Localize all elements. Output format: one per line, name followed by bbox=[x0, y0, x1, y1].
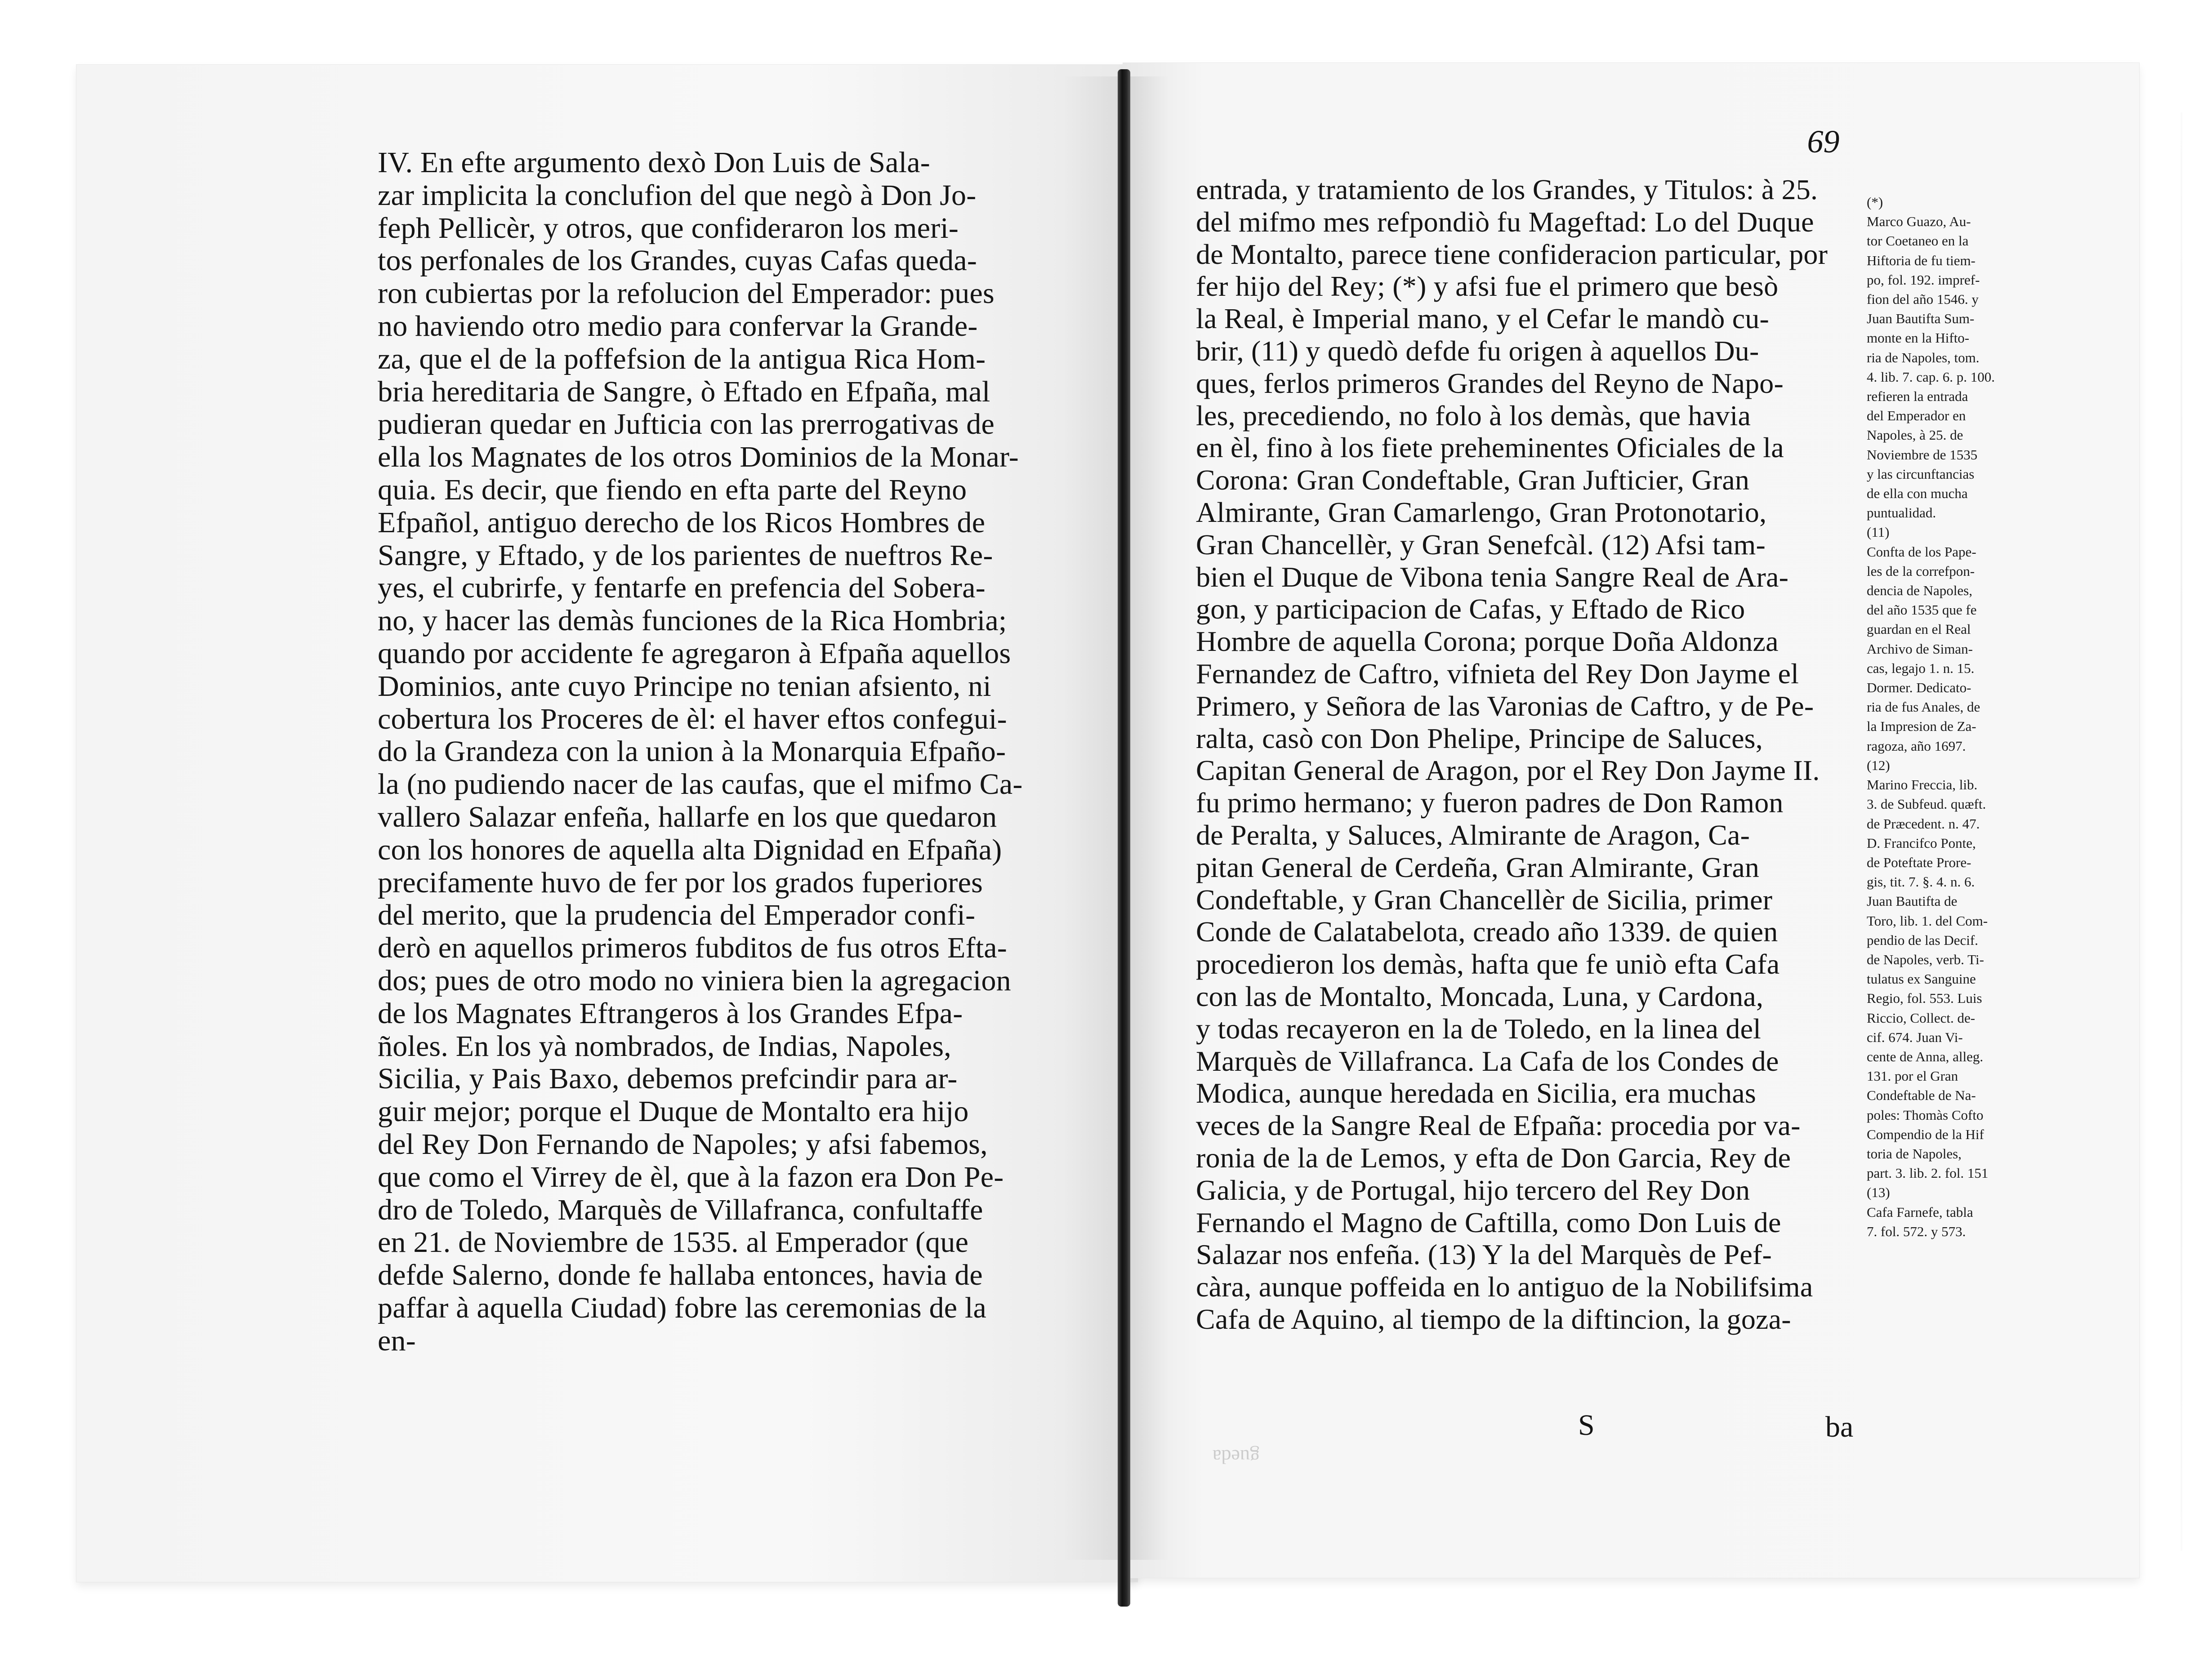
note-line: Regio, fol. 553. Luis bbox=[1867, 990, 1982, 1006]
right-text-line: Condeftable, y Gran Chancellèr de Sicilia, primer bbox=[1196, 883, 1773, 916]
right-text-line: en èl, fino à los fiete preheminentes Oficiales de la bbox=[1196, 432, 1784, 464]
right-text-line: ronia de la de Lemos, y efta de Don Garcia, Rey de bbox=[1196, 1141, 1791, 1174]
right-text-line: y todas recayeron en la de Toledo, en la linea del bbox=[1196, 1012, 1762, 1045]
right-text-line: Cafa de Aquino, al tiempo de la diftincion, la goza- bbox=[1196, 1303, 1791, 1335]
left-text-line: ella los Magnates de los otros Dominios de la Monar- bbox=[378, 441, 1019, 474]
left-text-line: con los honores de aquella alta Dignidad en Efpaña) bbox=[378, 833, 1002, 866]
right-text-line: de Montalto, parece tiene confideracion particular, por bbox=[1196, 238, 1828, 270]
right-text-line: Salazar nos enfeña. (13) Y la del Marquès de Pef- bbox=[1196, 1238, 1772, 1271]
left-text-line: paffar à aquella Ciudad) fobre las ceremonias de la bbox=[378, 1291, 987, 1324]
note-line: de Præcedent. n. 47. bbox=[1867, 815, 1980, 832]
note-line: Hiftoria de fu tiem- bbox=[1867, 252, 1976, 268]
right-text-line: gon, y participacion de Cafas, y Eftado de Rico bbox=[1196, 593, 1745, 625]
left-text-line: pudieran quedar en Jufticia con las prerrogativas de bbox=[378, 408, 995, 441]
note-line: Confta de los Pape- bbox=[1867, 543, 1976, 560]
note-line: Riccio, Collect. de- bbox=[1867, 1010, 1976, 1026]
printer-signature-mark: S bbox=[1578, 1409, 1595, 1442]
right-text-line: procedieron los demàs, hafta que fe uniò efta Cafa bbox=[1196, 948, 1780, 980]
note-line: poles: Thomàs Cofto bbox=[1867, 1107, 1984, 1123]
note-line: 131. por el Gran bbox=[1867, 1068, 1958, 1084]
right-page-fold-line bbox=[2181, 112, 2182, 1551]
note-line: 3. de Subfeud. quæft. bbox=[1867, 796, 1986, 812]
right-text-line: càra, aunque poffeida en lo antiguo de la Nobilifsima bbox=[1196, 1271, 1813, 1303]
left-text-line: ñoles. En los yà nombrados, de Indias, Napoles, bbox=[378, 1029, 952, 1063]
right-text-line: pitan General de Cerdeña, Gran Almirante, Gran bbox=[1196, 851, 1760, 883]
note-line: po, fol. 192. impref- bbox=[1867, 272, 1980, 288]
note-line: pendio de las Decif. bbox=[1867, 932, 1978, 948]
right-page-catchword: ba bbox=[1825, 1411, 1854, 1443]
left-text-line: no haviendo otro medio para confervar la Grande- bbox=[378, 309, 978, 343]
note-line: part. 3. lib. 2. fol. 151 bbox=[1867, 1165, 1989, 1181]
note-line: puntualidad. bbox=[1867, 505, 1936, 521]
note-line: de Poteftate Prore- bbox=[1867, 854, 1971, 870]
faint-show-through-text: gueda bbox=[1212, 1446, 1260, 1468]
note-line: (12) bbox=[1867, 757, 1890, 773]
left-text-line: quando por accidente fe agregaron à Efpaña aquellos bbox=[378, 637, 1011, 670]
left-text-line: tos perfonales de los Grandes, cuyas Cafas queda- bbox=[378, 244, 977, 277]
left-page-main-text bbox=[378, 146, 1023, 1357]
left-text-line: del merito, que la prudencia del Emperador confi- bbox=[378, 899, 976, 932]
note-line: (*) bbox=[1867, 194, 1883, 210]
note-line: tulatus ex Sanguine bbox=[1867, 971, 1976, 987]
left-text-line: en 21. de Noviembre de 1535. al Emperador (que bbox=[378, 1226, 969, 1259]
marginal-notes bbox=[1867, 192, 2033, 1241]
left-text-line: yes, el cubrirfe, y fentarfe en prefencia del Sobera- bbox=[378, 571, 986, 605]
note-line: la Impresion de Za- bbox=[1867, 718, 1976, 735]
note-line: Noviembre de 1535 bbox=[1867, 446, 1978, 463]
note-line: ria de fus Anales, de bbox=[1867, 699, 1980, 715]
right-text-line: Almirante, Gran Camarlengo, Gran Protonotario, bbox=[1196, 496, 1767, 528]
left-text-line: derò en aquellos primeros fubditos de fus otros Efta- bbox=[378, 931, 1007, 965]
note-line: Compendio de la Hif bbox=[1867, 1126, 1984, 1142]
note-line: D. Francifco Ponte, bbox=[1867, 835, 1976, 851]
right-text-line: ques, ferlos primeros Grandes del Reyno de Napo- bbox=[1196, 367, 1784, 399]
note-line: Condeftable de Na- bbox=[1867, 1087, 1976, 1104]
right-text-line: Primero, y Señora de las Varonias de Caftro, y de Pe- bbox=[1196, 690, 1814, 722]
note-line: Napoles, à 25. de bbox=[1867, 427, 1963, 443]
right-page-main-text bbox=[1196, 174, 1861, 1336]
note-line: y las circunftancias bbox=[1867, 466, 1975, 482]
note-line: Juan Bautifta Sum- bbox=[1867, 311, 1975, 327]
right-text-line: Fernando el Magno de Caftilla, como Don Luis de bbox=[1196, 1206, 1781, 1238]
note-line: tor Coetaneo en la bbox=[1867, 233, 1969, 249]
right-text-line: veces de la Sangre Real de Efpaña: procedia por va- bbox=[1196, 1109, 1801, 1142]
left-text-line: dos; pues de otro modo no viniera bien la agregacion bbox=[378, 964, 1011, 997]
left-text-line: que como el Virrey de èl, que à la fazon era Don Pe- bbox=[378, 1160, 1004, 1193]
note-line: Toro, lib. 1. del Com- bbox=[1867, 913, 1988, 929]
right-text-line: de Peralta, y Saluces, Almirante de Aragon, Ca- bbox=[1196, 819, 1750, 851]
left-text-line: la (no pudiendo nacer de las caufas, que el mifmo Ca- bbox=[378, 768, 1023, 801]
note-line: refieren la entrada bbox=[1867, 388, 1968, 405]
note-line: cas, legajo 1. n. 15. bbox=[1867, 660, 1975, 676]
right-text-line: Conde de Calatabelota, creado año 1339. de quien bbox=[1196, 916, 1778, 948]
left-text-line: zar implicita la conclufion del que negò à Don Jo- bbox=[378, 178, 977, 212]
note-line: de Napoles, verb. Ti- bbox=[1867, 951, 1984, 967]
right-text-line: Gran Chancellèr, y Gran Senefcàl. (12) Afsi tam- bbox=[1196, 528, 1766, 561]
left-text-line: defde Salerno, donde fe hallaba entonces, havia de bbox=[378, 1259, 983, 1292]
left-text-line: guir mejor; porque el Duque de Montalto era hijo bbox=[378, 1095, 969, 1128]
right-text-line: Galicia, y de Portugal, hijo tercero del Rey Don bbox=[1196, 1174, 1750, 1206]
note-line: (13) bbox=[1867, 1184, 1890, 1201]
right-text-line: Capitan General de Aragon, por el Rey Don Jayme II. bbox=[1196, 754, 1820, 787]
right-text-line: Hombre de aquella Corona; porque Doña Aldonza bbox=[1196, 625, 1779, 658]
left-text-line: precifamente huvo de fer por los grados fuperiores bbox=[378, 866, 983, 899]
right-text-line: brir, (11) y quedò defde fu origen à aquellos Du- bbox=[1196, 334, 1759, 367]
left-text-line: Efpañol, antiguo derecho de los Ricos Hombres de bbox=[378, 506, 986, 539]
note-line: Juan Bautifta de bbox=[1867, 893, 1958, 909]
note-line: fion del año 1546. y bbox=[1867, 291, 1979, 307]
left-text-line: ron cubiertas por la refolucion del Emperador: pues bbox=[378, 277, 995, 310]
page-number: 69 bbox=[1807, 124, 1840, 160]
note-line: Dormer. Dedicato- bbox=[1867, 680, 1971, 696]
note-line: del Emperador en bbox=[1867, 408, 1966, 424]
left-text-line: IV. En efte argumento dexò Don Luis de Sala- bbox=[378, 146, 930, 179]
note-line: ria de Napoles, tom. bbox=[1867, 349, 1980, 365]
left-text-line: bria hereditaria de Sangre, ò Eftado en Efpaña, mal bbox=[378, 375, 990, 408]
right-text-line: del mifmo mes refpondiò fu Mageftad: Lo del Duque bbox=[1196, 205, 1814, 238]
book-spine bbox=[1118, 69, 1130, 1607]
left-text-catchword-line: en- bbox=[378, 1324, 416, 1357]
right-text-line: les, precediendo, no folo à los demàs, que havia bbox=[1196, 399, 1751, 432]
note-line: del año 1535 que fe bbox=[1867, 602, 1977, 618]
left-text-line: za, que el de la poffefsion de la antigua Rica Hom- bbox=[378, 342, 986, 375]
right-text-line: Corona: Gran Condeftable, Gran Jufticier, Gran bbox=[1196, 464, 1750, 496]
note-line: 7. fol. 572. y 573. bbox=[1867, 1223, 1966, 1239]
left-text-line: no, y hacer las demàs funciones de la Rica Hombria; bbox=[378, 604, 1007, 637]
left-text-line: vallero Salazar enfeña, hallarfe en los que quedaron bbox=[378, 800, 997, 833]
right-text-line: fer hijo del Rey; (*) y afsi fue el primero que besò bbox=[1196, 270, 1779, 303]
note-line: Cafa Farnefe, tabla bbox=[1867, 1204, 1973, 1220]
note-line: Marco Guazo, Au- bbox=[1867, 214, 1971, 230]
note-line: de ella con mucha bbox=[1867, 485, 1968, 502]
right-text-line: ralta, casò con Don Phelipe, Principe de Saluces, bbox=[1196, 722, 1763, 754]
note-line: cif. 674. Juan Vi- bbox=[1867, 1029, 1963, 1045]
left-text-line: del Rey Don Fernando de Napoles; y afsi fabemos, bbox=[378, 1127, 988, 1161]
right-text-line: bien el Duque de Vibona tenia Sangre Real de Ara- bbox=[1196, 561, 1789, 593]
right-text-line: Fernandez de Caftro, vifnieta del Rey Don Jayme el bbox=[1196, 657, 1799, 690]
left-text-line: feph Pellicèr, y otros, que confideraron los meri- bbox=[378, 211, 959, 245]
note-line: Marino Freccia, lib. bbox=[1867, 777, 1978, 793]
right-text-line: fu primo hermano; y fueron padres de Don Ramon bbox=[1196, 787, 1784, 819]
left-text-line: Sicilia, y Pais Baxo, debemos prefcindir para ar- bbox=[378, 1062, 958, 1095]
note-line: ragoza, año 1697. bbox=[1867, 738, 1966, 754]
right-text-line: la Real, è Imperial mano, y el Cefar le mandò cu- bbox=[1196, 303, 1770, 335]
left-text-line: quia. Es decir, que fiendo en efta parte del Reyno bbox=[378, 473, 967, 506]
left-text-line: cobertura los Proceres de èl: el haver eftos confegui- bbox=[378, 702, 1007, 735]
note-line: (11) bbox=[1867, 524, 1890, 540]
right-text-line: Marquès de Villafranca. La Cafa de los Condes de bbox=[1196, 1045, 1779, 1077]
right-text-line: Modica, aunque heredada en Sicilia, era muchas bbox=[1196, 1077, 1757, 1109]
note-line: monte en la Hifto- bbox=[1867, 330, 1970, 346]
note-line: toria de Napoles, bbox=[1867, 1145, 1962, 1162]
note-line: 4. lib. 7. cap. 6. p. 100. bbox=[1867, 369, 1995, 385]
right-text-line: con las de Montalto, Moncada, Luna, y Cardona, bbox=[1196, 980, 1764, 1012]
right-text-line: entrada, y tratamiento de los Grandes, y Titulos: à 25. bbox=[1196, 174, 1818, 205]
note-line: Archivo de Siman- bbox=[1867, 641, 1973, 657]
left-text-line: de los Magnates Eftrangeros à los Grandes Efpa- bbox=[378, 997, 963, 1030]
note-line: gis, tit. 7. §. 4. n. 6. bbox=[1867, 874, 1975, 890]
note-line: cente de Anna, alleg. bbox=[1867, 1048, 1984, 1064]
left-text-line: dro de Toledo, Marquès de Villafranca, confultaffe bbox=[378, 1193, 983, 1226]
note-line: guardan en el Real bbox=[1867, 621, 1971, 637]
note-line: les de la correfpon- bbox=[1867, 563, 1975, 579]
left-text-line: do la Grandeza con la union à la Monarquia Efpaño- bbox=[378, 735, 1006, 768]
note-line: dencia de Napoles, bbox=[1867, 583, 1972, 599]
left-text-line: Dominios, ante cuyo Principe no tenian afsiento, ni bbox=[378, 669, 991, 703]
left-text-line: Sangre, y Eftado, y de los parientes de nueftros Re- bbox=[378, 539, 993, 572]
